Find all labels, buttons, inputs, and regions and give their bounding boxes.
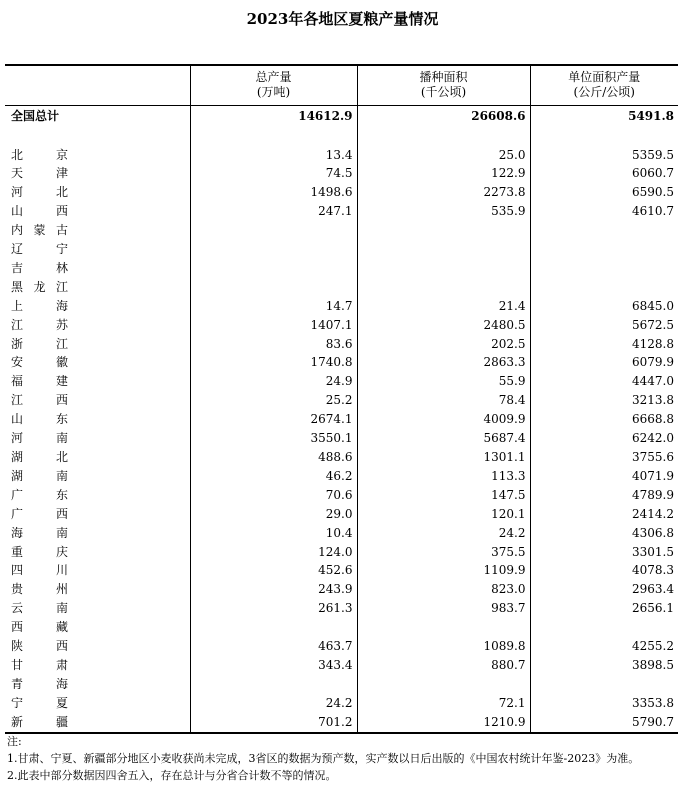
cell-output: 13.4 [190, 146, 357, 165]
region-name: 广东 [11, 487, 68, 502]
cell-output: 243.9 [190, 580, 357, 599]
cell-output: 46.2 [190, 467, 357, 486]
cell-yield: 5672.5 [530, 316, 678, 335]
region-name: 吉林 [11, 260, 68, 275]
table-row [5, 637, 678, 656]
cell-area: 25.0 [357, 146, 530, 165]
cell-area: 823.0 [357, 580, 530, 599]
table-body [5, 105, 678, 733]
table-row [5, 410, 678, 429]
cell-yield [530, 221, 678, 240]
region-name: 四川 [11, 563, 68, 578]
cell-area: 2480.5 [357, 316, 530, 335]
header-yield-label: 单位面积产量 [568, 70, 641, 85]
cell-yield [530, 240, 678, 259]
cell-yield: 6242.0 [530, 429, 678, 448]
cell-yield: 6668.8 [530, 410, 678, 429]
region-name: 福建 [11, 374, 68, 389]
table-row [5, 202, 678, 221]
cell-output: 124.0 [190, 543, 357, 562]
region-name: 甘肃 [11, 657, 68, 672]
cell-area [357, 618, 530, 637]
cell-area: 4009.9 [357, 410, 530, 429]
cell-output [190, 259, 357, 278]
region-name: 重庆 [11, 544, 68, 559]
cell-area: 1210.9 [357, 713, 530, 733]
cell-area [357, 259, 530, 278]
header-yield [530, 65, 678, 105]
cell-yield: 4078.3 [530, 561, 678, 580]
cell-yield: 6060.7 [530, 164, 678, 183]
table-row [5, 694, 678, 713]
table-row [5, 278, 678, 297]
cell-yield: 4255.2 [530, 637, 678, 656]
region-name: 广西 [11, 506, 68, 521]
note-1: 1.甘肃、宁夏、新疆部分地区小麦收获尚未完成，3省区的数据为预产数，实产数以日后出版的《中国农村统计年鉴-2023》为准。 [7, 752, 640, 765]
cell-area: 72.1 [357, 694, 530, 713]
cell-yield: 2414.2 [530, 505, 678, 524]
cell-output: 3550.1 [190, 429, 357, 448]
cell-output: 463.7 [190, 637, 357, 656]
table-row [5, 391, 678, 410]
cell-area: 21.4 [357, 297, 530, 316]
cell-area: 880.7 [357, 656, 530, 675]
table-row [5, 240, 678, 259]
cell-output [190, 240, 357, 259]
total-row [5, 105, 678, 128]
header-area-unit: (千公顷) [420, 85, 467, 100]
cell-area: 1301.1 [357, 448, 530, 467]
cell-yield: 4128.8 [530, 335, 678, 354]
cell-yield: 4447.0 [530, 372, 678, 391]
region-name: 浙江 [11, 336, 68, 351]
cell-output: 488.6 [190, 448, 357, 467]
total-area: 26608.6 [357, 105, 530, 128]
region-name: 山东 [11, 412, 68, 427]
region-name: 宁夏 [11, 695, 68, 710]
cell-area: 1109.9 [357, 561, 530, 580]
spacer-row [5, 128, 678, 146]
region-name: 江苏 [11, 317, 68, 332]
cell-output: 1740.8 [190, 353, 357, 372]
cell-yield: 3353.8 [530, 694, 678, 713]
table-row [5, 335, 678, 354]
cell-output [190, 675, 357, 694]
notes-heading: 注: [7, 735, 22, 748]
table-row [5, 656, 678, 675]
table-row [5, 618, 678, 637]
cell-area: 55.9 [357, 372, 530, 391]
table-row [5, 675, 678, 694]
cell-yield: 6079.9 [530, 353, 678, 372]
cell-yield: 3898.5 [530, 656, 678, 675]
cell-output: 10.4 [190, 524, 357, 543]
region-name: 上海 [11, 298, 68, 313]
region-name: 山西 [11, 204, 68, 219]
cell-output: 74.5 [190, 164, 357, 183]
cell-output: 14.7 [190, 297, 357, 316]
header-area-label: 播种面积 [419, 70, 468, 85]
note-2: 2.此表中部分数据因四舍五入，存在总计与分省合计数不等的情况。 [7, 769, 337, 782]
cell-yield: 3755.6 [530, 448, 678, 467]
total-yield: 5491.8 [530, 105, 678, 128]
cell-output: 247.1 [190, 202, 357, 221]
cell-output [190, 618, 357, 637]
cell-area [357, 221, 530, 240]
header-output-label: 总产量 [255, 70, 292, 85]
cell-output: 452.6 [190, 561, 357, 580]
cell-area: 535.9 [357, 202, 530, 221]
total-label: 全国总计 [11, 109, 60, 124]
table-row [5, 353, 678, 372]
cell-yield: 4610.7 [530, 202, 678, 221]
cell-yield [530, 618, 678, 637]
table-row [5, 448, 678, 467]
cell-yield [530, 278, 678, 297]
cell-area: 2863.3 [357, 353, 530, 372]
cell-area: 113.3 [357, 467, 530, 486]
cell-yield: 4789.9 [530, 486, 678, 505]
region-name: 青海 [11, 676, 68, 691]
cell-yield: 5359.5 [530, 146, 678, 165]
region-name: 湖南 [11, 468, 68, 483]
cell-area: 122.9 [357, 164, 530, 183]
region-name: 西藏 [11, 620, 68, 635]
cell-area: 147.5 [357, 486, 530, 505]
cell-area: 202.5 [357, 335, 530, 354]
table-row [5, 316, 678, 335]
cell-yield [530, 259, 678, 278]
header-output [190, 65, 357, 105]
region-name: 湖北 [11, 450, 68, 464]
cell-area: 1089.8 [357, 637, 530, 656]
cell-yield: 2656.1 [530, 599, 678, 618]
region-name: 云南 [11, 601, 68, 616]
table-row [5, 259, 678, 278]
table-row [5, 524, 678, 543]
cell-yield [530, 675, 678, 694]
cell-area [357, 675, 530, 694]
grain-output-table [5, 64, 678, 734]
header-yield-unit: (公斤/公顷) [573, 85, 635, 100]
cell-output: 70.6 [190, 486, 357, 505]
region-name: 黑龙江 [11, 279, 68, 294]
cell-area: 375.5 [357, 543, 530, 562]
cell-output: 24.2 [190, 694, 357, 713]
cell-output: 261.3 [190, 599, 357, 618]
total-output: 14612.9 [190, 105, 357, 128]
cell-area [357, 278, 530, 297]
table-row [5, 221, 678, 240]
cell-area [357, 240, 530, 259]
region-name: 贵州 [11, 582, 68, 597]
region-name: 河南 [11, 431, 68, 446]
cell-yield: 3213.8 [530, 391, 678, 410]
cell-area: 78.4 [357, 391, 530, 410]
table-row [5, 146, 678, 165]
cell-output: 2674.1 [190, 410, 357, 429]
table-row [5, 467, 678, 486]
cell-output: 83.6 [190, 335, 357, 354]
cell-output: 29.0 [190, 505, 357, 524]
region-name: 北京 [11, 147, 68, 162]
header-region [5, 65, 190, 105]
region-name: 海南 [11, 525, 68, 540]
region-name: 内蒙古 [11, 223, 68, 238]
cell-yield: 4071.9 [530, 467, 678, 486]
table-row [5, 580, 678, 599]
header-output-unit: (万吨) [256, 85, 291, 100]
cell-yield: 2963.4 [530, 580, 678, 599]
table-row [5, 599, 678, 618]
cell-yield: 6590.5 [530, 183, 678, 202]
cell-yield: 3301.5 [530, 543, 678, 562]
region-name: 安徽 [11, 355, 68, 370]
cell-output: 1498.6 [190, 183, 357, 202]
cell-yield: 5790.7 [530, 713, 678, 733]
region-name: 河北 [11, 185, 68, 200]
table-row [5, 372, 678, 391]
region-name: 陕西 [11, 639, 68, 654]
cell-area: 983.7 [357, 599, 530, 618]
region-name: 新疆 [5, 713, 190, 733]
cell-area: 120.1 [357, 505, 530, 524]
table-row [5, 561, 678, 580]
cell-area: 24.2 [357, 524, 530, 543]
notes [7, 733, 679, 784]
cell-output [190, 278, 357, 297]
region-name: 天津 [11, 166, 68, 181]
cell-output: 25.2 [190, 391, 357, 410]
table-row [5, 713, 678, 733]
cell-output: 701.2 [190, 713, 357, 733]
region-name: 辽宁 [11, 242, 68, 257]
table-header-row [5, 65, 678, 105]
table-row [5, 297, 678, 316]
table-row [5, 543, 678, 562]
table-row [5, 429, 678, 448]
cell-yield: 4306.8 [530, 524, 678, 543]
header-area [357, 65, 530, 105]
cell-output: 24.9 [190, 372, 357, 391]
cell-output: 1407.1 [190, 316, 357, 335]
table-row [5, 183, 678, 202]
cell-output: 343.4 [190, 656, 357, 675]
region-name: 江西 [11, 393, 68, 408]
table-row [5, 505, 678, 524]
cell-area: 5687.4 [357, 429, 530, 448]
table-row [5, 486, 678, 505]
table-row [5, 164, 678, 183]
cell-yield: 6845.0 [530, 297, 678, 316]
cell-area: 2273.8 [357, 183, 530, 202]
page-title: 2023年各地区夏粮产量情况 [246, 10, 439, 28]
cell-output [190, 221, 357, 240]
